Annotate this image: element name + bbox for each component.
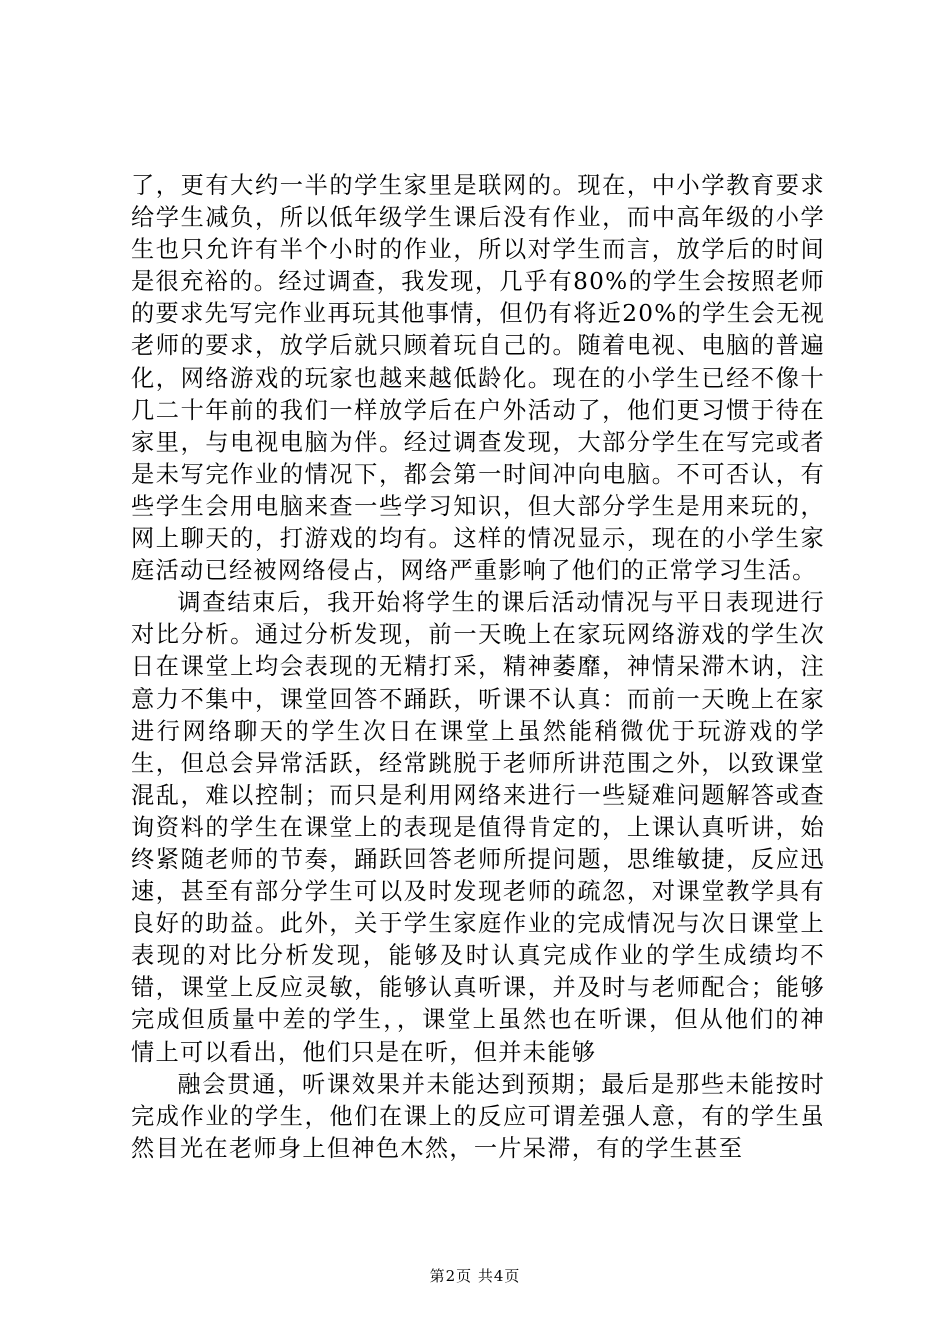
page-number-footer: 第2页 共4页 — [429, 1267, 521, 1285]
paragraph-continuation: 了，更有大约一半的学生家里是联网的。现在，中小学教育要求给学生减负，所以低年级学生课后没有作业，而中高年级的小学生也只允许有半个小时的作业，所以对学生而言，放学后的时间是很充裕的。经过调查，我发现，几乎有80%的学生会按照老师的要求先写完作业再玩其他事情，但仍有将近20%的学生会无视老师的要求，放学后就只顾着玩自己的。随着电视、电脑的普遍化，网络游戏的玩家也越来越低龄化。现在的小学生已经不像十几二十年前的我们一样放学后在户外活动了，他们更习惯于待在家里，与电视电脑为伴。经过调查发现，大部分学生在写完或者是未写完作业的情况下，都会第一时间冲向电脑。不可否认，有些学生会用电脑来查一些学习知识，但大部分学生是用来玩的，网上聊天的，打游戏的均有。这样的情况显示，现在的小学生家庭活动已经被网络侵占，网络严重影响了他们的正常学习生活。 — [131, 172, 825, 585]
paragraph-analysis: 调查结束后，我开始将学生的课后活动情况与平日表现进行对比分析。通过分析发现，前一天晚上在家玩网络游戏的学生次日在课堂上均会表现的无精打采，精神萎靡，神情呆滞木讷，注意力不集中，课堂回答不踊跃，听课不认真：而前一天晚上在家进行网络聊天的学生次日在课堂上虽然能稍微优于玩游戏的学生，但总会异常活跃，经常跳脱于老师所讲范围之外，以致课堂混乱，难以控制；而只是利用网络来进行一些疑难问题解答或查询资料的学生在课堂上的表现是值得肯定的，上课认真听讲，始终紧随老师的节奏，踊跃回答老师所提问题，思维敏捷，反应迅速，甚至有部分学生可以及时发现老师的疏忽，对课堂教学具有良好的助益。此外，关于学生家庭作业的完成情况与次日课堂上表现的对比分析发现，能够及时认真完成作业的学生成绩均不错，课堂上反应灵敏，能够认真听课，并及时与老师配合；能够完成但质量中差的学生，，课堂上虽然也在听课，但从他们的神情上可以看出，他们只是在听，但并未能够 — [131, 589, 825, 1066]
document-body — [131, 170, 825, 1165]
paragraph-conclusion: 融会贯通，听课效果并未能达到预期；最后是那些未能按时完成作业的学生，他们在课上的反应可谓差强人意，有的学生虽然目光在老师身上但神色木然，一片呆滞，有的学生甚至 — [131, 1070, 825, 1162]
